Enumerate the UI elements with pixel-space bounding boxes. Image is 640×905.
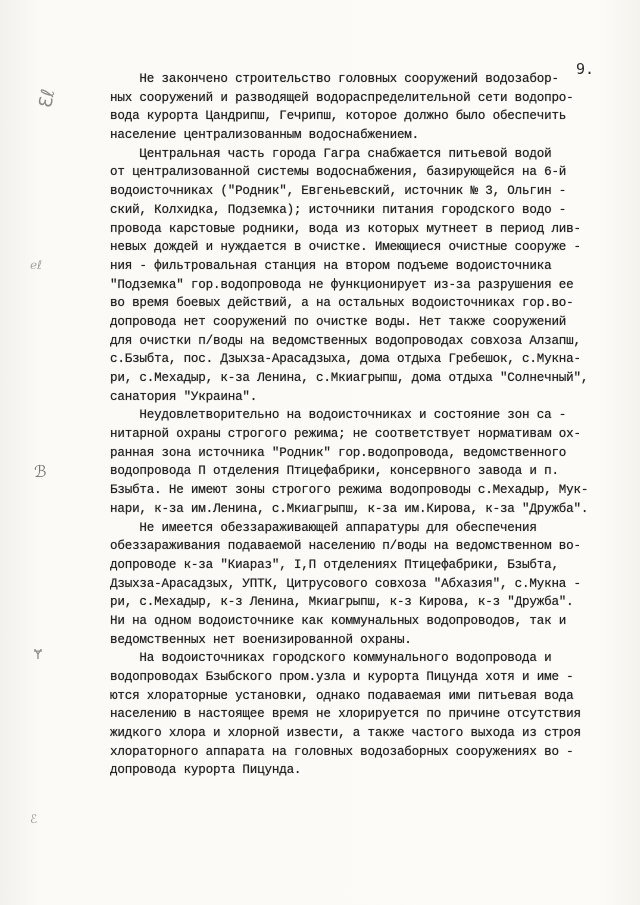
text-line: санатория "Украина".	[110, 389, 258, 404]
text-line: для очистки п/воды на ведомственных водопроводах совхоза Алзапш,	[110, 333, 581, 348]
text-line: Не имеется обеззараживающей аппаратуры для обеспечения	[110, 520, 537, 535]
text-line: ния - фильтровальная станция на втором подъеме водоисточника	[110, 258, 552, 273]
margin-handwriting-mark: Ɏ	[34, 648, 42, 663]
margin-handwriting-mark: ℯℓ	[30, 258, 43, 272]
text-line: хлораторного аппарата на головных водозаборных сооружениях во -	[110, 744, 574, 759]
text-line: Бзыбта. Не имеют зоны строгого режима водопроводы с.Мехадыр, Мук-	[110, 483, 589, 498]
text-line: от централизованной системы водоснабжения, базирующейся на 6-й	[110, 165, 567, 180]
text-line: Дзыхза-Арасадзых, УПТК, Цитрусового совхоза "Абхазия", с.Мукна -	[110, 576, 581, 591]
text-line: ри, с.Мехадыр, к-з Ленина, Мкиагрыпш, к-з Кирова, к-з "Дружба".	[110, 595, 574, 610]
text-line: допровода курорта Пицунда.	[110, 763, 302, 778]
text-line: нитарной охраны строгого режима; не соответствует нормативам ох-	[110, 427, 581, 442]
text-line: ведомственных нет военизированной охраны.	[110, 632, 412, 647]
text-line: ются хлораторные установки, однако подаваемая ими питьевая вода	[110, 688, 574, 703]
text-line: Ни на одном водоисточнике как коммунальных водопроводов, так и	[110, 613, 567, 628]
margin-handwriting-mark: ℰ	[30, 812, 38, 826]
text-line: На водоисточниках городского коммунального водопровода и	[110, 651, 552, 666]
margin-handwriting-mark: ℬ	[34, 462, 47, 481]
text-line: ных сооружений и разводящей водораспределительной сети водопро-	[110, 90, 574, 105]
text-line: Не закончено строительство головных сооружений водозабор-	[110, 72, 559, 86]
text-line: водопроводах Бзыбского пром.узла и курорта Пицунда хотя и име -	[110, 670, 574, 684]
text-line: во время боевых действий, а на остальных водоисточниках гор.во-	[110, 296, 574, 311]
document-body	[110, 70, 614, 780]
text-line: провода карстовые родники, вода из которых мутнеет в период лив-	[110, 221, 581, 236]
text-line: жидкого хлора и хлорной извести, а также частого выхода из строя	[110, 726, 581, 741]
text-line: ри, с.Мехадыр, к-за Ленина, с.Мкиагрыпш, дома отдыха "Солнечный",	[110, 371, 589, 385]
text-line: невых дождей и нуждается в очистке. Имеющиеся очистные сооруже -	[110, 240, 581, 255]
text-line: "Подземка" гор.водопровода не функционирует из-за разрушения ее	[110, 277, 574, 292]
text-line: население централизованным водоснабжением.	[110, 128, 420, 143]
text-line: Центральная часть города Гагра снабжается питьевой водой	[110, 146, 552, 161]
text-line: Неудовлетворительно на водоисточниках и состояние зон са -	[110, 408, 567, 423]
text-line: населению в настоящее время не хлорируется по причине отсутствия	[110, 707, 581, 722]
text-line: обеззараживания подаваемой населению п/воды на ведомственном во-	[110, 539, 581, 554]
text-line: нари, к-за им.Ленина, с.Мкиагрыпш, к-за им.Кирова, к-за "Дружба".	[110, 501, 589, 516]
text-line: водоисточниках ("Родник", Евгеньевский, источник № 3, Ольгин -	[110, 184, 567, 199]
text-line: допровода нет сооружений по очистке воды. Нет также сооружений	[110, 314, 567, 329]
margin-handwriting-mark: ℇℓ	[35, 87, 60, 110]
text-line: ранная зона источника "Родник" гор.водопровода, ведомственного	[110, 445, 567, 460]
text-line: с.Бзыбта, пос. Дзыхза-Арасадзыха, дома отдыха Гребешок, с.Мукна-	[110, 352, 581, 367]
text-line: вода курорта Цандрипш, Гечрипш, которое должно было обеспечить	[110, 109, 567, 124]
text-line: ский, Колхидка, Подземка); источники питания городского водо -	[110, 202, 567, 217]
text-line: допроводе к-за "Киараз", I,П отделениях Птицефабрики, Бзыбта,	[110, 557, 559, 572]
page-number: 9.	[576, 60, 595, 78]
text-line: водопровода П отделения Птицефабрики, консервного завода и п.	[110, 464, 559, 479]
